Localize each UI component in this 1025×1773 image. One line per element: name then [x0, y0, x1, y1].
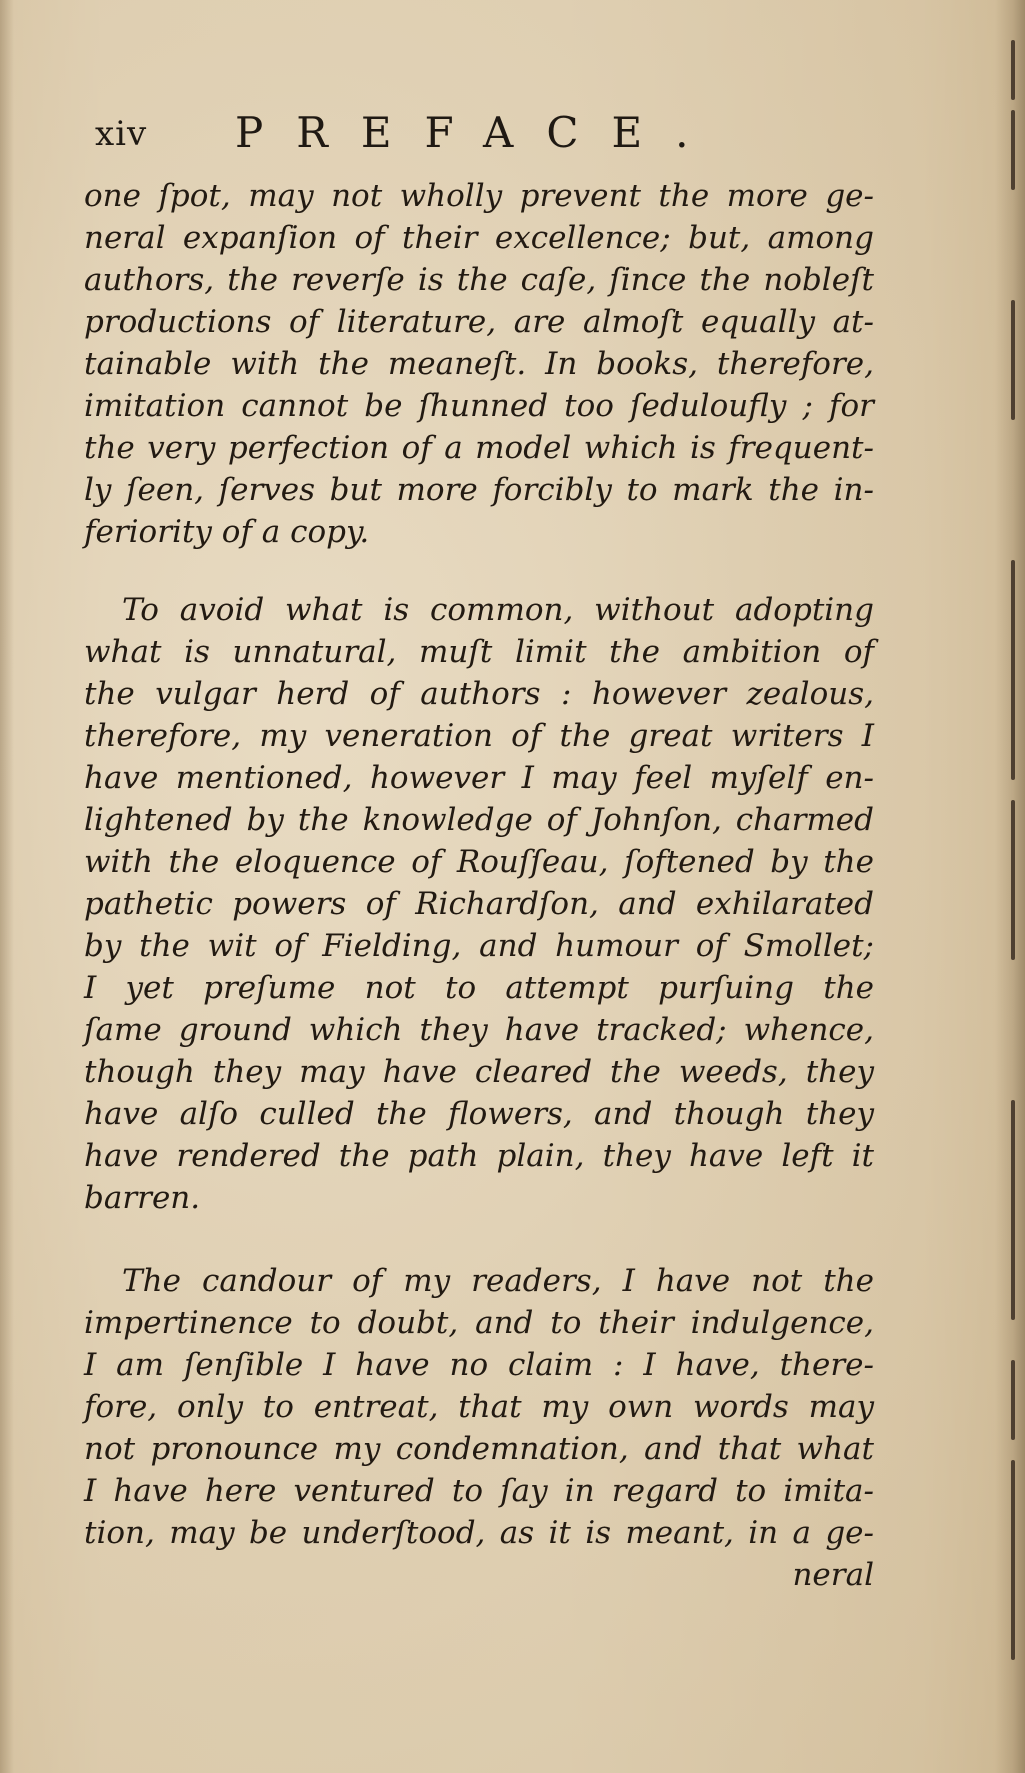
- edge-mark: [1011, 560, 1015, 780]
- text-line: though they may have cleared the weeds, they: [84, 1054, 874, 1090]
- paragraph-gap: [84, 553, 874, 589]
- text-line: I have here ventured to ſay in regard to imita-: [84, 1473, 874, 1509]
- text-line: The candour of my readers, I have not the: [122, 1263, 874, 1299]
- text-line: fore, only to entreat, that my own words may: [84, 1389, 874, 1425]
- page-number: xiv: [95, 114, 148, 154]
- text-line: neral expanſion of their excellence; but, among: [84, 220, 874, 256]
- page-gutter-shadow: [0, 0, 14, 1773]
- text-line: impertinence to doubt, and to their indulgence,: [84, 1305, 874, 1341]
- page-right-edge: [995, 0, 1025, 1773]
- text-line: productions of literature, are almoſt equally at-: [84, 304, 874, 340]
- page-header: [95, 108, 795, 164]
- text-line: the very perfection of a model which is frequent-: [84, 430, 874, 466]
- text-line: what is unnatural, muſt limit the ambition of: [84, 634, 874, 670]
- text-line: I yet preſume not to attempt purſuing the: [84, 970, 874, 1006]
- edge-mark: [1011, 1360, 1015, 1440]
- text-line: ſame ground which they have tracked; whence,: [84, 1012, 874, 1048]
- text-line: have rendered the path plain, they have left it: [84, 1138, 874, 1174]
- text-line: with the eloquence of Rouſſeau, ſoftened by the: [84, 844, 874, 880]
- body-text: [84, 175, 874, 1596]
- paragraph: [84, 175, 874, 553]
- text-line: therefore, my veneration of the great writers I: [84, 718, 874, 754]
- text-line: authors, the reverſe is the caſe, ſince the nobleſt: [84, 262, 874, 298]
- text-line: pathetic powers of Richardſon, and exhilarated: [84, 886, 874, 922]
- text-line: lightened by the knowledge of Johnſon, charmed: [84, 802, 874, 838]
- edge-mark: [1011, 1100, 1015, 1320]
- text-line: imitation cannot be ſhunned too ſeduloufly ; for: [84, 388, 874, 424]
- text-line: not pronounce my condemnation, and that what: [84, 1431, 874, 1467]
- catchword: neral: [792, 1557, 874, 1593]
- text-line: ly ſeen, ſerves but more forcibly to mark the in-: [84, 472, 874, 508]
- edge-mark: [1011, 800, 1015, 960]
- paragraph-gap: [84, 1219, 874, 1260]
- text-line: barren.: [84, 1180, 201, 1216]
- text-line: the vulgar herd of authors : however zealous,: [84, 676, 874, 712]
- text-line: have mentioned, however I may feel myſelf en-: [84, 760, 874, 796]
- text-line: by the wit of Fielding, and humour of Smollet;: [84, 928, 874, 964]
- text-line: have alſo culled the flowers, and though they: [84, 1096, 874, 1132]
- edge-mark: [1011, 300, 1015, 420]
- text-line: tainable with the meaneſt. In books, therefore,: [84, 346, 874, 382]
- edge-mark: [1011, 40, 1015, 100]
- text-line: one ſpot, may not wholly prevent the more ge-: [84, 178, 874, 214]
- paragraph: [84, 1260, 874, 1596]
- running-title: PREFACE.: [235, 108, 722, 157]
- text-line: To avoid what is common, without adopting: [122, 592, 874, 628]
- text-line: I am ſenſible I have no claim : I have, there-: [84, 1347, 874, 1383]
- edge-mark: [1011, 110, 1015, 190]
- text-line: feriority of a copy.: [84, 514, 370, 550]
- edge-mark: [1011, 1460, 1015, 1660]
- paragraph: [84, 589, 874, 1219]
- text-line: tion, may be underſtood, as it is meant, in a ge-: [84, 1515, 874, 1551]
